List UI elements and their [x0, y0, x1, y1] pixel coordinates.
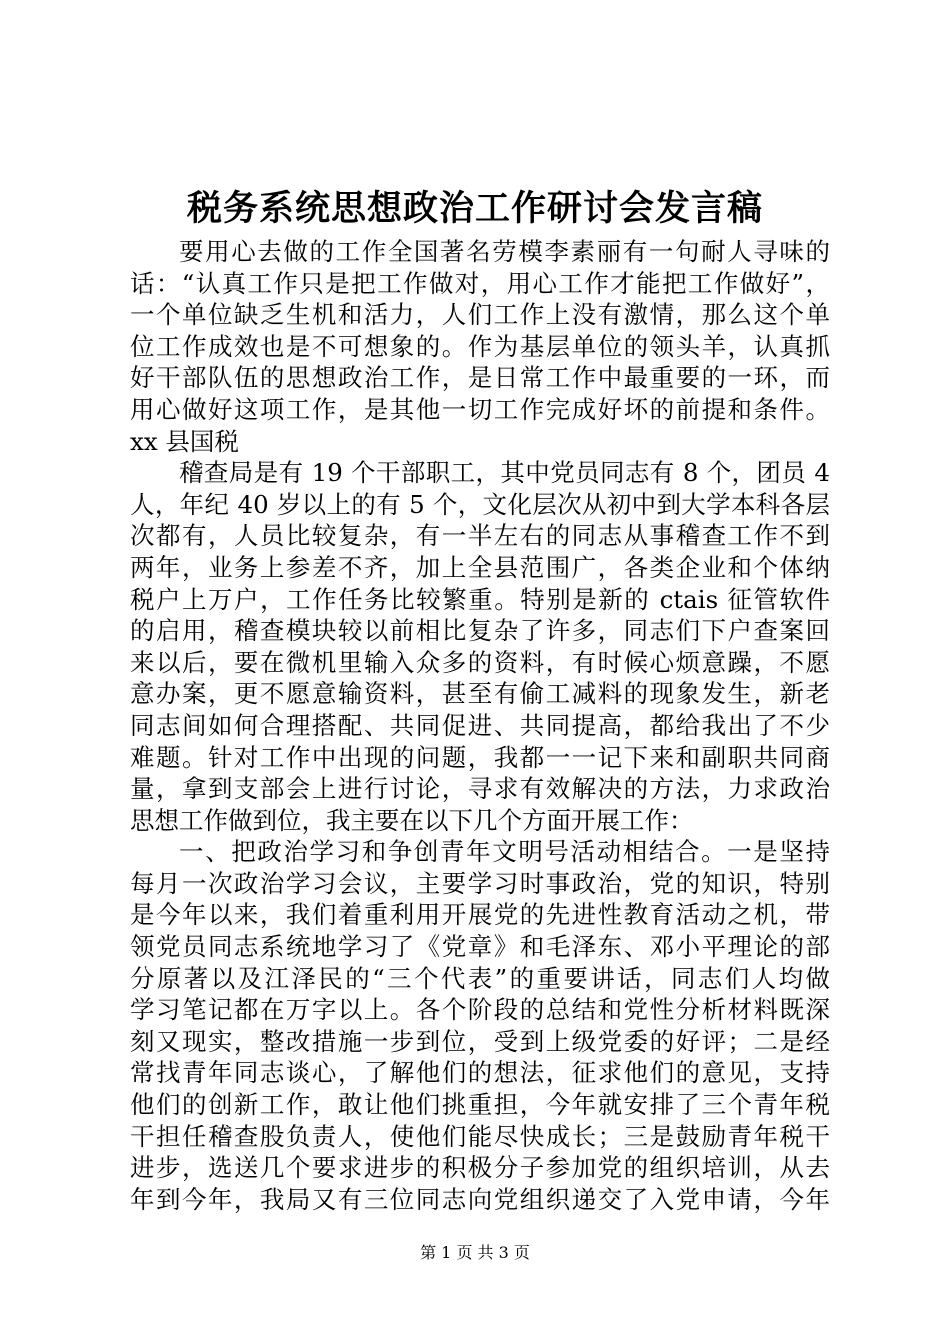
text-line: 学习笔记都在万字以上。各个阶段的总结和党性分析材料既深	[130, 995, 830, 1025]
text-line: 他们的创新工作，敢让他们挑重担，今年就安排了三个青年税	[130, 1090, 830, 1120]
text-line: 次都有，人员比较复杂，有一半左右的同志从事稽查工作不到	[130, 521, 830, 551]
text-line: 刻又现实，整改措施一步到位，受到上级党委的好评；二是经	[130, 1026, 830, 1056]
text-line: 年到今年，我局又有三位同志向党组织递交了入党申请，今年	[130, 1184, 830, 1214]
text-line: 常找青年同志谈心，了解他们的想法，征求他们的意见，支持	[130, 1058, 830, 1088]
document-title: 税务系统思想政治工作研讨会发言稿	[186, 188, 763, 229]
text-line: 干担任稽查股负责人，使他们能尽快成长；三是鼓励青年税干	[130, 1121, 830, 1151]
text-line: 话：“认真工作只是把工作做对，用心工作才能把工作做好”，	[130, 268, 830, 298]
text-line: 的启用，稽查模块较以前相比复杂了许多，同志们下户查案回	[130, 616, 830, 646]
text-line: 一个单位缺乏生机和活力，人们工作上没有激情，那么这个单	[130, 300, 830, 330]
text-line: 来以后，要在微机里输入众多的资料，有时候心烦意躁，不愿	[130, 647, 830, 677]
text-line: 难题。针对工作中出现的问题，我都一一记下来和副职共同商	[130, 742, 830, 772]
text-line: 稽查局是有 19 个干部职工，其中党员同志有 8 个，团员 4	[179, 458, 830, 488]
text-line: 量，拿到支部会上进行讨论，寻求有效解决的方法，力求政治	[130, 774, 830, 804]
text-line: 要用心去做的工作全国著名劳模李素丽有一句耐人寻味的	[179, 237, 830, 266]
text-line: 思想工作做到位，我主要在以下几个方面开展工作：	[130, 805, 694, 835]
text-line: 分原著以及江泽民的“三个代表”的重要讲话，同志们人均做	[130, 963, 830, 993]
text-line: 好干部队伍的思想政治工作，是日常工作中最重要的一环，而	[130, 363, 830, 393]
text-line: 领党员同志系统地学习了《党章》和毛泽东、邓小平理论的部	[130, 932, 830, 962]
paragraph-3	[130, 836, 830, 1215]
text-line: 意办案，更不愿意输资料，甚至有偷工减料的现象发生，新老	[130, 679, 830, 709]
text-line: 两年，业务上参差不齐，加上全县范围广，各类企业和个体纳	[130, 552, 830, 582]
text-line: 人，年纪 40 岁以上的有 5 个，文化层次从初中到大学本科各层	[130, 489, 830, 519]
text-line: 进步，选送几个要求进步的积极分子参加党的组织培训，从去	[130, 1153, 830, 1183]
text-line: 一、把政治学习和争创青年文明号活动相结合。一是坚持	[179, 837, 830, 867]
text-line: 位工作成效也是不可想象的。作为基层单位的领头羊，认真抓	[130, 331, 830, 361]
document-body	[130, 236, 830, 1215]
page-footer: 第 1 页 共 3 页	[420, 1243, 530, 1262]
text-line: 每月一次政治学习会议，主要学习时事政治，党的知识，特别	[130, 868, 830, 898]
text-line: xx 县国税	[130, 426, 239, 456]
text-line: 用心做好这项工作，是其他一切工作完成好坏的前提和条件。	[130, 394, 830, 424]
text-line: 税户上万户，工作任务比较繁重。特别是新的 ctais 征管软件	[130, 584, 830, 614]
paragraph-2	[130, 457, 830, 836]
paragraph-1	[130, 236, 830, 457]
text-line: 是今年以来，我们着重利用开展党的先进性教育活动之机，带	[130, 900, 830, 930]
text-line: 同志间如何合理搭配、共同促进、共同提高，都给我出了不少	[130, 710, 830, 740]
